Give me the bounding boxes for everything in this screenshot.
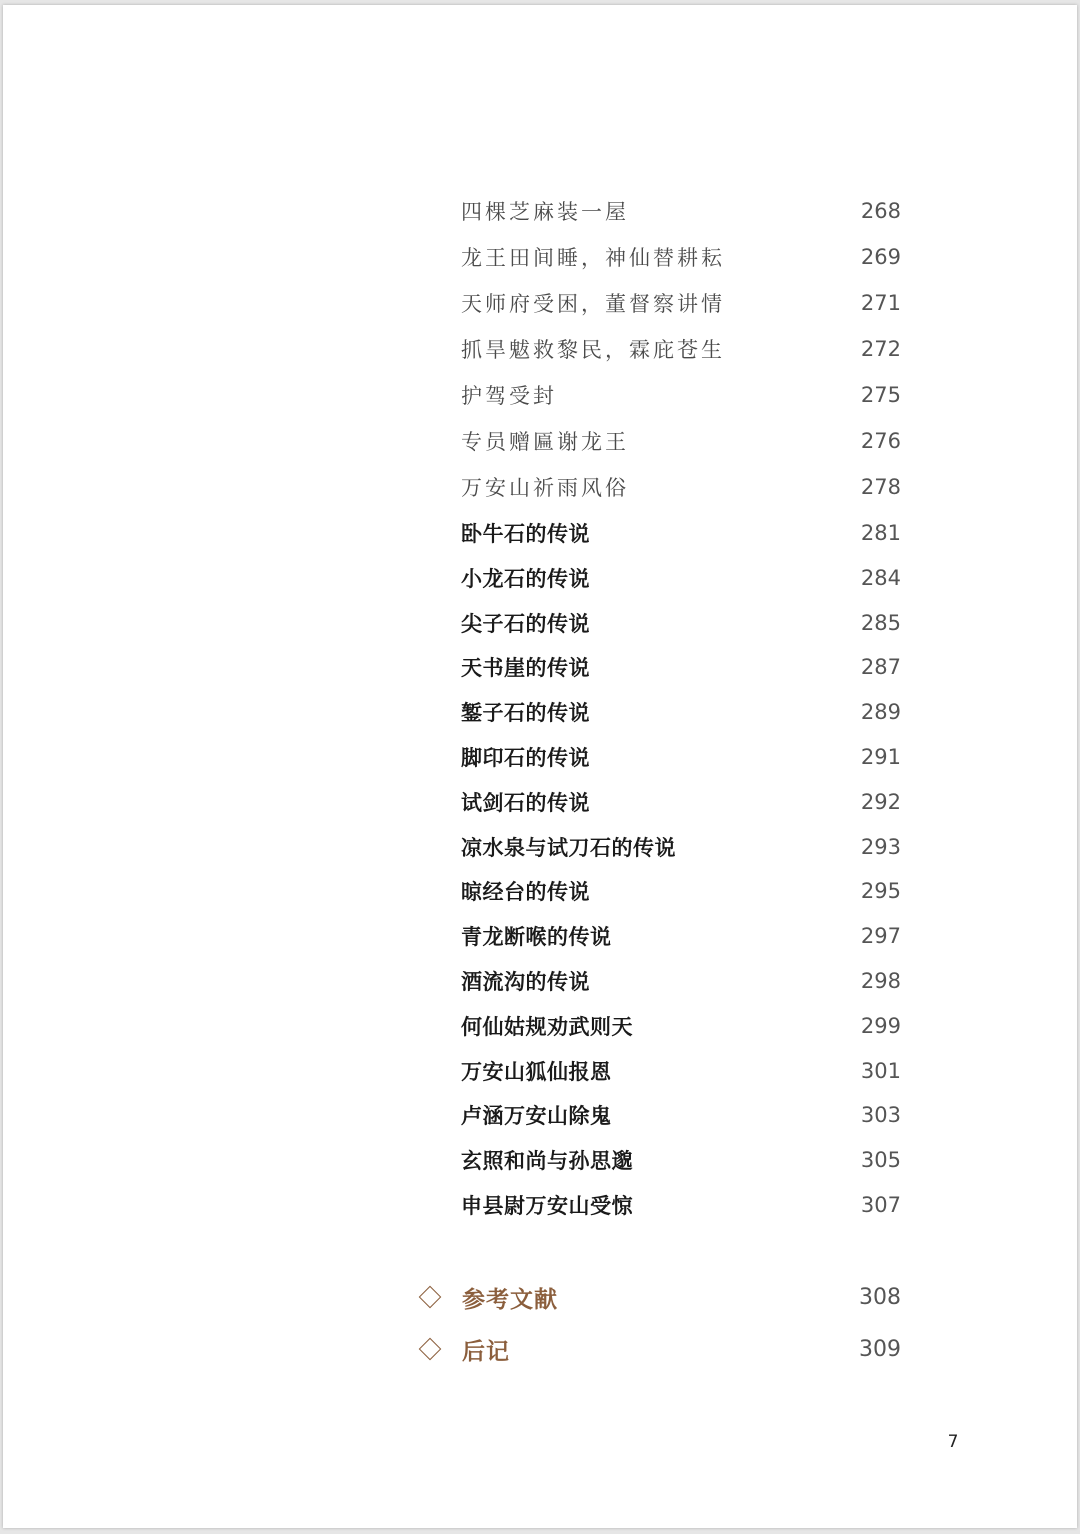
toc-entry-title: 天书崖的传说 (461, 655, 590, 680)
toc-entry-page: 285 (860, 611, 901, 635)
toc-entry-title: 天师府受困，董督察讲情 (461, 292, 725, 316)
toc-entry-title: 青龙断喉的传说 (461, 924, 612, 949)
toc-entry-page: 271 (860, 291, 901, 315)
toc-entry-title: 抓旱魃救黎民，霖庇苍生 (461, 338, 725, 362)
toc-entry-title: 万安山狐仙报恩 (461, 1059, 612, 1084)
toc-entry-page: 307 (860, 1193, 901, 1217)
book-page (3, 5, 1077, 1528)
toc-section-references[interactable] (415, 1275, 901, 1319)
toc-entry-title: 晾经台的传说 (461, 879, 590, 904)
toc-entry[interactable] (461, 1006, 901, 1046)
toc-entry-title: 万安山祈雨风俗 (461, 476, 629, 500)
toc-entry-page: 297 (860, 924, 901, 948)
toc-entry[interactable] (461, 1140, 901, 1180)
toc-entry-page: 284 (860, 566, 901, 590)
toc-entry[interactable] (461, 283, 901, 323)
toc-entry-title: 玄照和尚与孙思邈 (461, 1148, 633, 1173)
toc-entry-page: 301 (860, 1059, 901, 1083)
toc-entry[interactable] (461, 1051, 901, 1091)
toc-entry-title: 试剑石的传说 (461, 790, 590, 815)
toc-entry[interactable] (461, 1185, 901, 1225)
toc-entry-title: 酒流沟的传说 (461, 969, 590, 994)
toc-entry-page: 269 (860, 245, 901, 269)
page-number: 7 (947, 1432, 959, 1452)
toc-section-page: 309 (859, 1336, 901, 1362)
toc-entry-page: 281 (860, 521, 901, 545)
toc-entry-title: 小龙石的传说 (461, 566, 590, 591)
toc-entry-page: 299 (860, 1014, 901, 1038)
toc-entry-page: 287 (860, 655, 901, 679)
toc-entry[interactable] (461, 513, 901, 553)
toc-entry-page: 293 (860, 835, 901, 859)
toc-entry-page: 278 (860, 475, 901, 499)
toc-section-title: 后记 (462, 1337, 510, 1365)
toc-entry-page: 305 (860, 1148, 901, 1172)
toc-entry[interactable] (461, 329, 901, 369)
toc-entry[interactable] (461, 467, 901, 507)
toc-entry-page: 291 (860, 745, 901, 769)
diamond-icon (419, 1286, 442, 1309)
toc-entry-page: 298 (860, 969, 901, 993)
toc-section-page: 308 (859, 1284, 901, 1310)
toc-entry[interactable] (461, 782, 901, 822)
toc-entry-title: 錾子石的传说 (461, 700, 590, 725)
toc-entry-title: 卧牛石的传说 (461, 521, 590, 546)
toc-entry-page: 272 (860, 337, 901, 361)
toc-entry-page: 295 (860, 879, 901, 903)
toc-entry-title: 脚印石的传说 (461, 745, 590, 770)
toc-entry-title: 卢涵万安山除鬼 (461, 1103, 612, 1128)
toc-entry-title: 尖子石的传说 (461, 611, 590, 636)
toc-entry[interactable] (461, 961, 901, 1001)
toc-entry[interactable] (461, 603, 901, 643)
toc-entry-title: 四棵芝麻装一屋 (461, 200, 629, 224)
toc-section-title: 参考文献 (462, 1285, 558, 1313)
toc-entry-page: 275 (860, 383, 901, 407)
diamond-icon (419, 1338, 442, 1361)
toc-entry[interactable] (461, 237, 901, 277)
toc-entry[interactable] (461, 647, 901, 687)
toc-entry-page: 276 (860, 429, 901, 453)
toc-entry[interactable] (461, 692, 901, 732)
toc-section-afterword[interactable] (415, 1327, 901, 1371)
toc-entry[interactable] (461, 1095, 901, 1135)
toc-entry-page: 268 (860, 199, 901, 223)
toc-entry-title: 龙王田间睡，神仙替耕耘 (461, 246, 725, 270)
toc-entry-page: 303 (860, 1103, 901, 1127)
toc-entry-title: 何仙姑规劝武则天 (461, 1014, 633, 1039)
toc-entry[interactable] (461, 558, 901, 598)
toc-entry-title: 护驾受封 (461, 384, 557, 408)
toc-entry[interactable] (461, 871, 901, 911)
toc-entry-page: 289 (860, 700, 901, 724)
toc-entry[interactable] (461, 375, 901, 415)
toc-entry[interactable] (461, 827, 901, 867)
toc-entry-page: 292 (860, 790, 901, 814)
toc-entry-title: 凉水泉与试刀石的传说 (461, 835, 676, 860)
toc-entry-title: 申县尉万安山受惊 (461, 1193, 633, 1218)
table-of-contents (3, 5, 1077, 1528)
toc-entry[interactable] (461, 916, 901, 956)
toc-entry-title: 专员赠匾谢龙王 (461, 430, 629, 454)
toc-entry[interactable] (461, 191, 901, 231)
toc-entry[interactable] (461, 421, 901, 461)
toc-entry[interactable] (461, 737, 901, 777)
